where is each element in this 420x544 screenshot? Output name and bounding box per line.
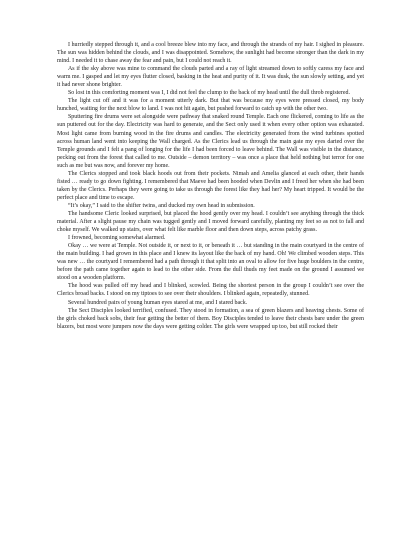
- paragraph: The handsome Cleric looked surprised, but placed the hood gently over my head. I couldn’t see anything through the thick material. After a slight pause my chain was tugged gently and I moved forward carefully, planting my feet so as not to fall and choke myself. We walked up stairs, over what felt like marble floor and then down steps, across patchy grass.: [57, 210, 364, 234]
- paragraph: As if the sky above was mine to command the clouds parted and a ray of light streamed down to softly caress my face and warm me. I gasped and let my eyes flutter closed, basking in the heat and purity of it. It was dusk, the sun slowly setting, and yet it had never shone brighter.: [57, 66, 364, 89]
- paragraph: Sputtering fire drums were set alongside were pathway that snaked round Temple. Each one flickered, coming to life as the sun puttered out for the day. Electricity was hard to generate, and the Sect only used it when every other option was exhausted. Most light came from burning wood in the fire drums and candles. The electricity generated from the wind turbines spotted across human land went into keeping the Wall charged. As the Clerics lead us through the main gate my eyes darted over the Temple grounds and I felt a pang of longing for the life I had been forced to leave behind. The Wall was visible in the distance, pecking out from the forest that called to me. Outside – demon territory – was once a place that held nothing but terror for one such as me but was now, and forever my home.: [57, 114, 364, 169]
- paragraph: I frowned, becoming somewhat alarmed.: [68, 235, 166, 242]
- paragraph: I hurriedly stepped through it, and a cool breeze blew into my face, and through the strands of my hair. I sighed in pleasure. The sun was hidden behind the clouds, and I was disappointed. Somehow, the sunlight had become stronger than the dark in my mind. I needed it to chase away the fear and pain, but I could not reach it.: [57, 42, 364, 65]
- document-page: [57, 41, 364, 331]
- paragraph: “It’s okay,” I said to the shifter twins, and ducked my own head in submission.: [68, 202, 255, 209]
- paragraph: So lost in this comforting moment was I, I did not feel the clump to the back of my head until the dull throb registered.: [68, 90, 350, 97]
- paragraph: Several hundred pairs of young human eyes stared at me, and I stared back.: [68, 299, 248, 306]
- paragraph: Okay … we were at Temple. Not outside it, or next to it, or beneath it … but standing in the main courtyard in the centre of the main building. I had grown in this place and I knew its layout like the back of my hand. Oh! We climbed wooden steps. This was new … the courtyard I remembered had a path through it that split into an oval to allow for five huge boulders in the centre, before the path came together again to lead to the other side. From the dull thuds my feet made on the ground I assumed we stood on a wooden platform.: [57, 243, 364, 282]
- paragraph: The Clerics stopped and took black hoods out from their pockets. Nimah and Amelia glanced at each other, their hands fisted … ready to go down fighting. I remembered that Maeve had been hooded when Devlin and I freed her when she had been taken by the Clerics. Perhaps they were going to take us through the forest like they had her? My heart tripped. It would be the perfect place and time to escape.: [57, 170, 364, 201]
- paragraph: The light cut off and it was for a moment utterly dark. But that was because my eyes were pressed closed, my body hunched, waiting for the next blow to land. I was not hit again, but pushed forward to catch up with the other two.: [57, 98, 364, 113]
- paragraph: The Sect Disciples looked terrified, confused. They stood in formation, a sea of green blazers and heaving chests. Some of the girls choked back sobs, their fear getting the better of them. Boy Disciples tended to leave their chests bare under the green blazers, but most wore jumpers now the days were getting colder. The girls were wrapped up too, but still rocked their: [57, 307, 364, 330]
- paragraph: The hood was pulled off my head and I blinked, scowled. Being the shortest person in the group I couldn’t see over the Clerics broad backs. I stood on my tiptoes to see over their shoulders. I blinked again, repeatedly, stunned.: [57, 283, 364, 298]
